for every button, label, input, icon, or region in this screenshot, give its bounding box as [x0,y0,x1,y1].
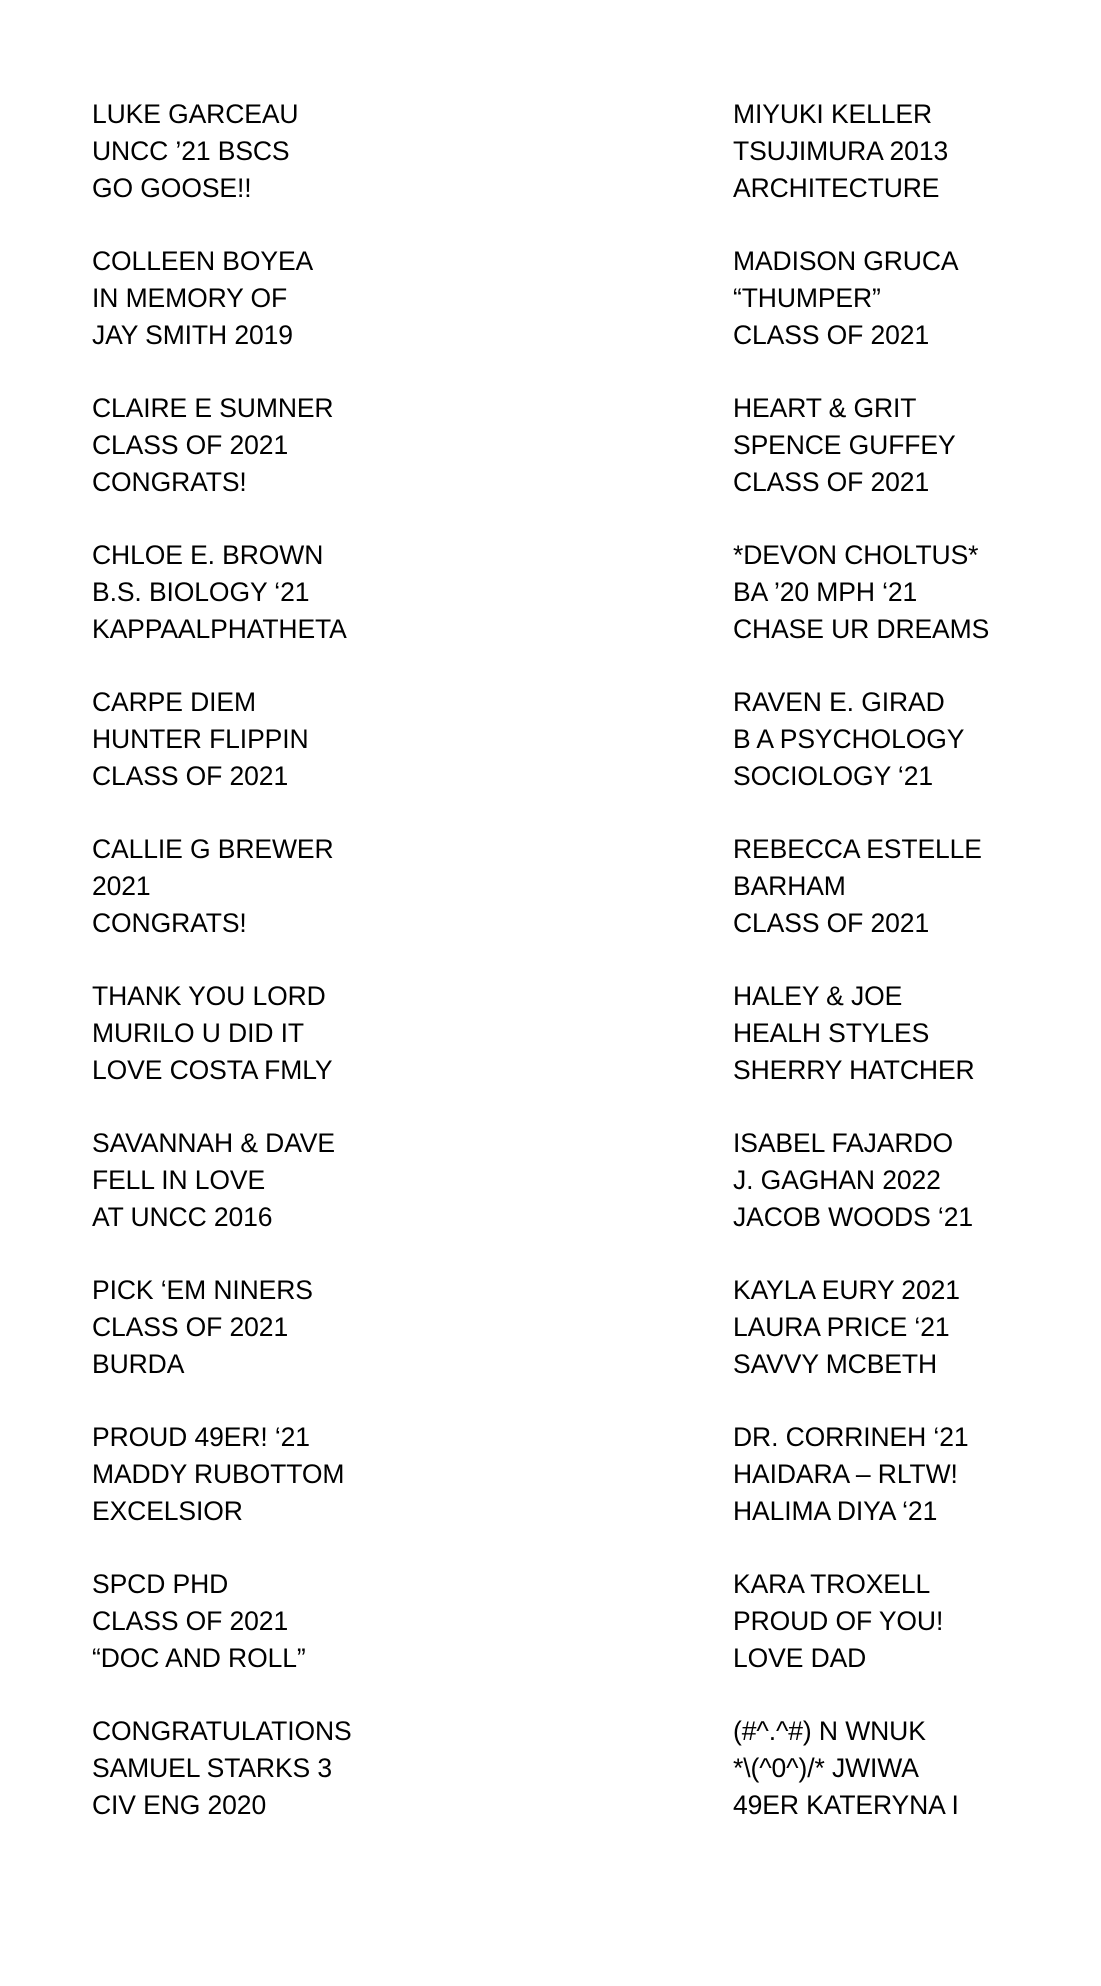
right-inscription-4 [733,537,1093,648]
inscription-line: B.S. BIOLOGY ‘21 [92,576,310,607]
right-inscription-8 [733,1125,1093,1236]
inscription-line: BA ’20 MPH ‘21 [733,576,918,607]
inscription-line: SHERRY HATCHER [733,1054,975,1085]
right-inscription-1 [733,96,1093,207]
right-inscription-9 [733,1272,1093,1383]
inscription-line: 2021 [92,870,151,901]
inscription-line: LAURA PRICE ‘21 [733,1311,950,1342]
left-inscription-2 [92,243,552,354]
inscription-line: HUNTER FLIPPIN [92,723,309,754]
inscription-line: DR. CORRINEH ‘21 [733,1421,969,1452]
inscription-line: *DEVON CHOLTUS* [733,539,979,570]
inscription-line: SPCD PHD [92,1568,229,1599]
inscription-line: KAPPAALPHATHETA [92,613,347,644]
inscription-line: MADISON GRUCA [733,245,959,276]
inscription-line: “THUMPER” [733,282,881,313]
inscription-line: PICK ‘EM NINERS [92,1274,313,1305]
left-inscription-12 [92,1713,552,1824]
right-inscription-7 [733,978,1093,1089]
inscription-line: FELL IN LOVE [92,1164,266,1195]
inscription-line: 49ER KATERYNA I [733,1789,959,1820]
inscription-line: CLASS OF 2021 [92,760,289,791]
right-inscription-10 [733,1419,1093,1530]
inscription-line: CLASS OF 2021 [92,1605,289,1636]
right-inscription-12 [733,1713,1093,1824]
left-inscription-11 [92,1566,552,1677]
inscription-line: EXCELSIOR [92,1495,243,1526]
right-inscription-11 [733,1566,1093,1677]
inscription-line: THANK YOU LORD [92,980,326,1011]
inscription-line: HEALH STYLES [733,1017,930,1048]
inscription-line: CONGRATS! [92,907,247,938]
inscription-line: REBECCA ESTELLE [733,833,982,864]
left-inscription-6 [92,831,552,942]
inscription-line: LOVE DAD [733,1642,867,1673]
inscription-line: B A PSYCHOLOGY [733,723,965,754]
left-inscription-5 [92,684,552,795]
inscription-line: CLASS OF 2021 [733,319,930,350]
left-column [92,96,552,1860]
inscription-line: CLAIRE E SUMNER [92,392,334,423]
inscription-line: MIYUKI KELLER [733,99,932,129]
inscription-line: MURILO U DID IT [92,1017,304,1048]
inscription-line: CONGRATS! [92,466,247,497]
left-inscription-7 [92,978,552,1089]
inscription-line: CHASE UR DREAMS [733,613,990,644]
inscription-line: TSUJIMURA 2013 [733,135,949,166]
inscription-line: CONGRATULATIONS [92,1715,352,1746]
inscription-line: JAY SMITH 2019 [92,319,293,350]
inscription-line: KAYLA EURY 2021 [733,1274,960,1305]
inscription-line: PROUD OF YOU! [733,1605,944,1636]
inscription-line: IN MEMORY OF [92,282,288,313]
inscription-line: PROUD 49ER! ‘21 [92,1421,310,1452]
inscription-line: KARA TROXELL [733,1568,931,1599]
inscription-line: *\(^0^)/* JWIWA [733,1752,919,1783]
inscription-line: RAVEN E. GIRAD [733,686,945,717]
inscription-line: CLASS OF 2021 [733,907,930,938]
left-inscription-9 [92,1272,552,1383]
inscription-line: (#^.^#) N WNUK [733,1715,926,1746]
inscription-line: “DOC AND ROLL” [92,1642,306,1673]
left-inscription-8 [92,1125,552,1236]
inscription-line: ARCHITECTURE [733,172,940,203]
inscription-line: GO GOOSE!! [92,172,252,203]
right-inscription-2 [733,243,1093,354]
inscription-line: ISABEL FAJARDO [733,1127,953,1158]
inscription-line: HALEY & JOE [733,980,903,1011]
inscription-line: SOCIOLOGY ‘21 [733,760,933,791]
inscription-line: UNCC ’21 BSCS [92,135,290,166]
inscription-line: CLASS OF 2021 [92,1311,289,1342]
right-inscription-5 [733,684,1093,795]
inscription-line: LUKE GARCEAU [92,99,299,129]
inscription-line: CLASS OF 2021 [92,429,289,460]
inscription-line: SAVVY MCBETH [733,1348,937,1379]
inscription-line: HAIDARA – RLTW! [733,1458,958,1489]
inscription-line: JACOB WOODS ‘21 [733,1201,973,1232]
inscription-line: J. GAGHAN 2022 [733,1164,941,1195]
left-inscription-10 [92,1419,552,1530]
inscription-line: SAVANNAH & DAVE [92,1127,335,1158]
left-inscription-4 [92,537,552,648]
inscription-line: BURDA [92,1348,185,1379]
right-column [733,96,1093,1860]
inscription-line: SPENCE GUFFEY [733,429,956,460]
inscription-line: BARHAM [733,870,846,901]
inscription-line: COLLEEN BOYEA [92,245,314,276]
inscription-line: CALLIE G BREWER [92,833,334,864]
inscription-line: CHLOE E. BROWN [92,539,324,570]
inscription-line: MADDY RUBOTTOM [92,1458,345,1489]
left-inscription-3 [92,390,552,501]
inscription-line: CARPE DIEM [92,686,256,717]
inscription-line: HALIMA DIYA ‘21 [733,1495,938,1526]
left-inscription-1 [92,96,552,207]
inscription-line: SAMUEL STARKS 3 [92,1752,333,1783]
right-inscription-3 [733,390,1093,501]
right-inscription-6 [733,831,1093,942]
inscription-line: HEART & GRIT [733,392,917,423]
inscription-line: AT UNCC 2016 [92,1201,273,1232]
inscription-line: LOVE COSTA FMLY [92,1054,333,1085]
inscription-line: CLASS OF 2021 [733,466,930,497]
inscription-line: CIV ENG 2020 [92,1789,267,1820]
